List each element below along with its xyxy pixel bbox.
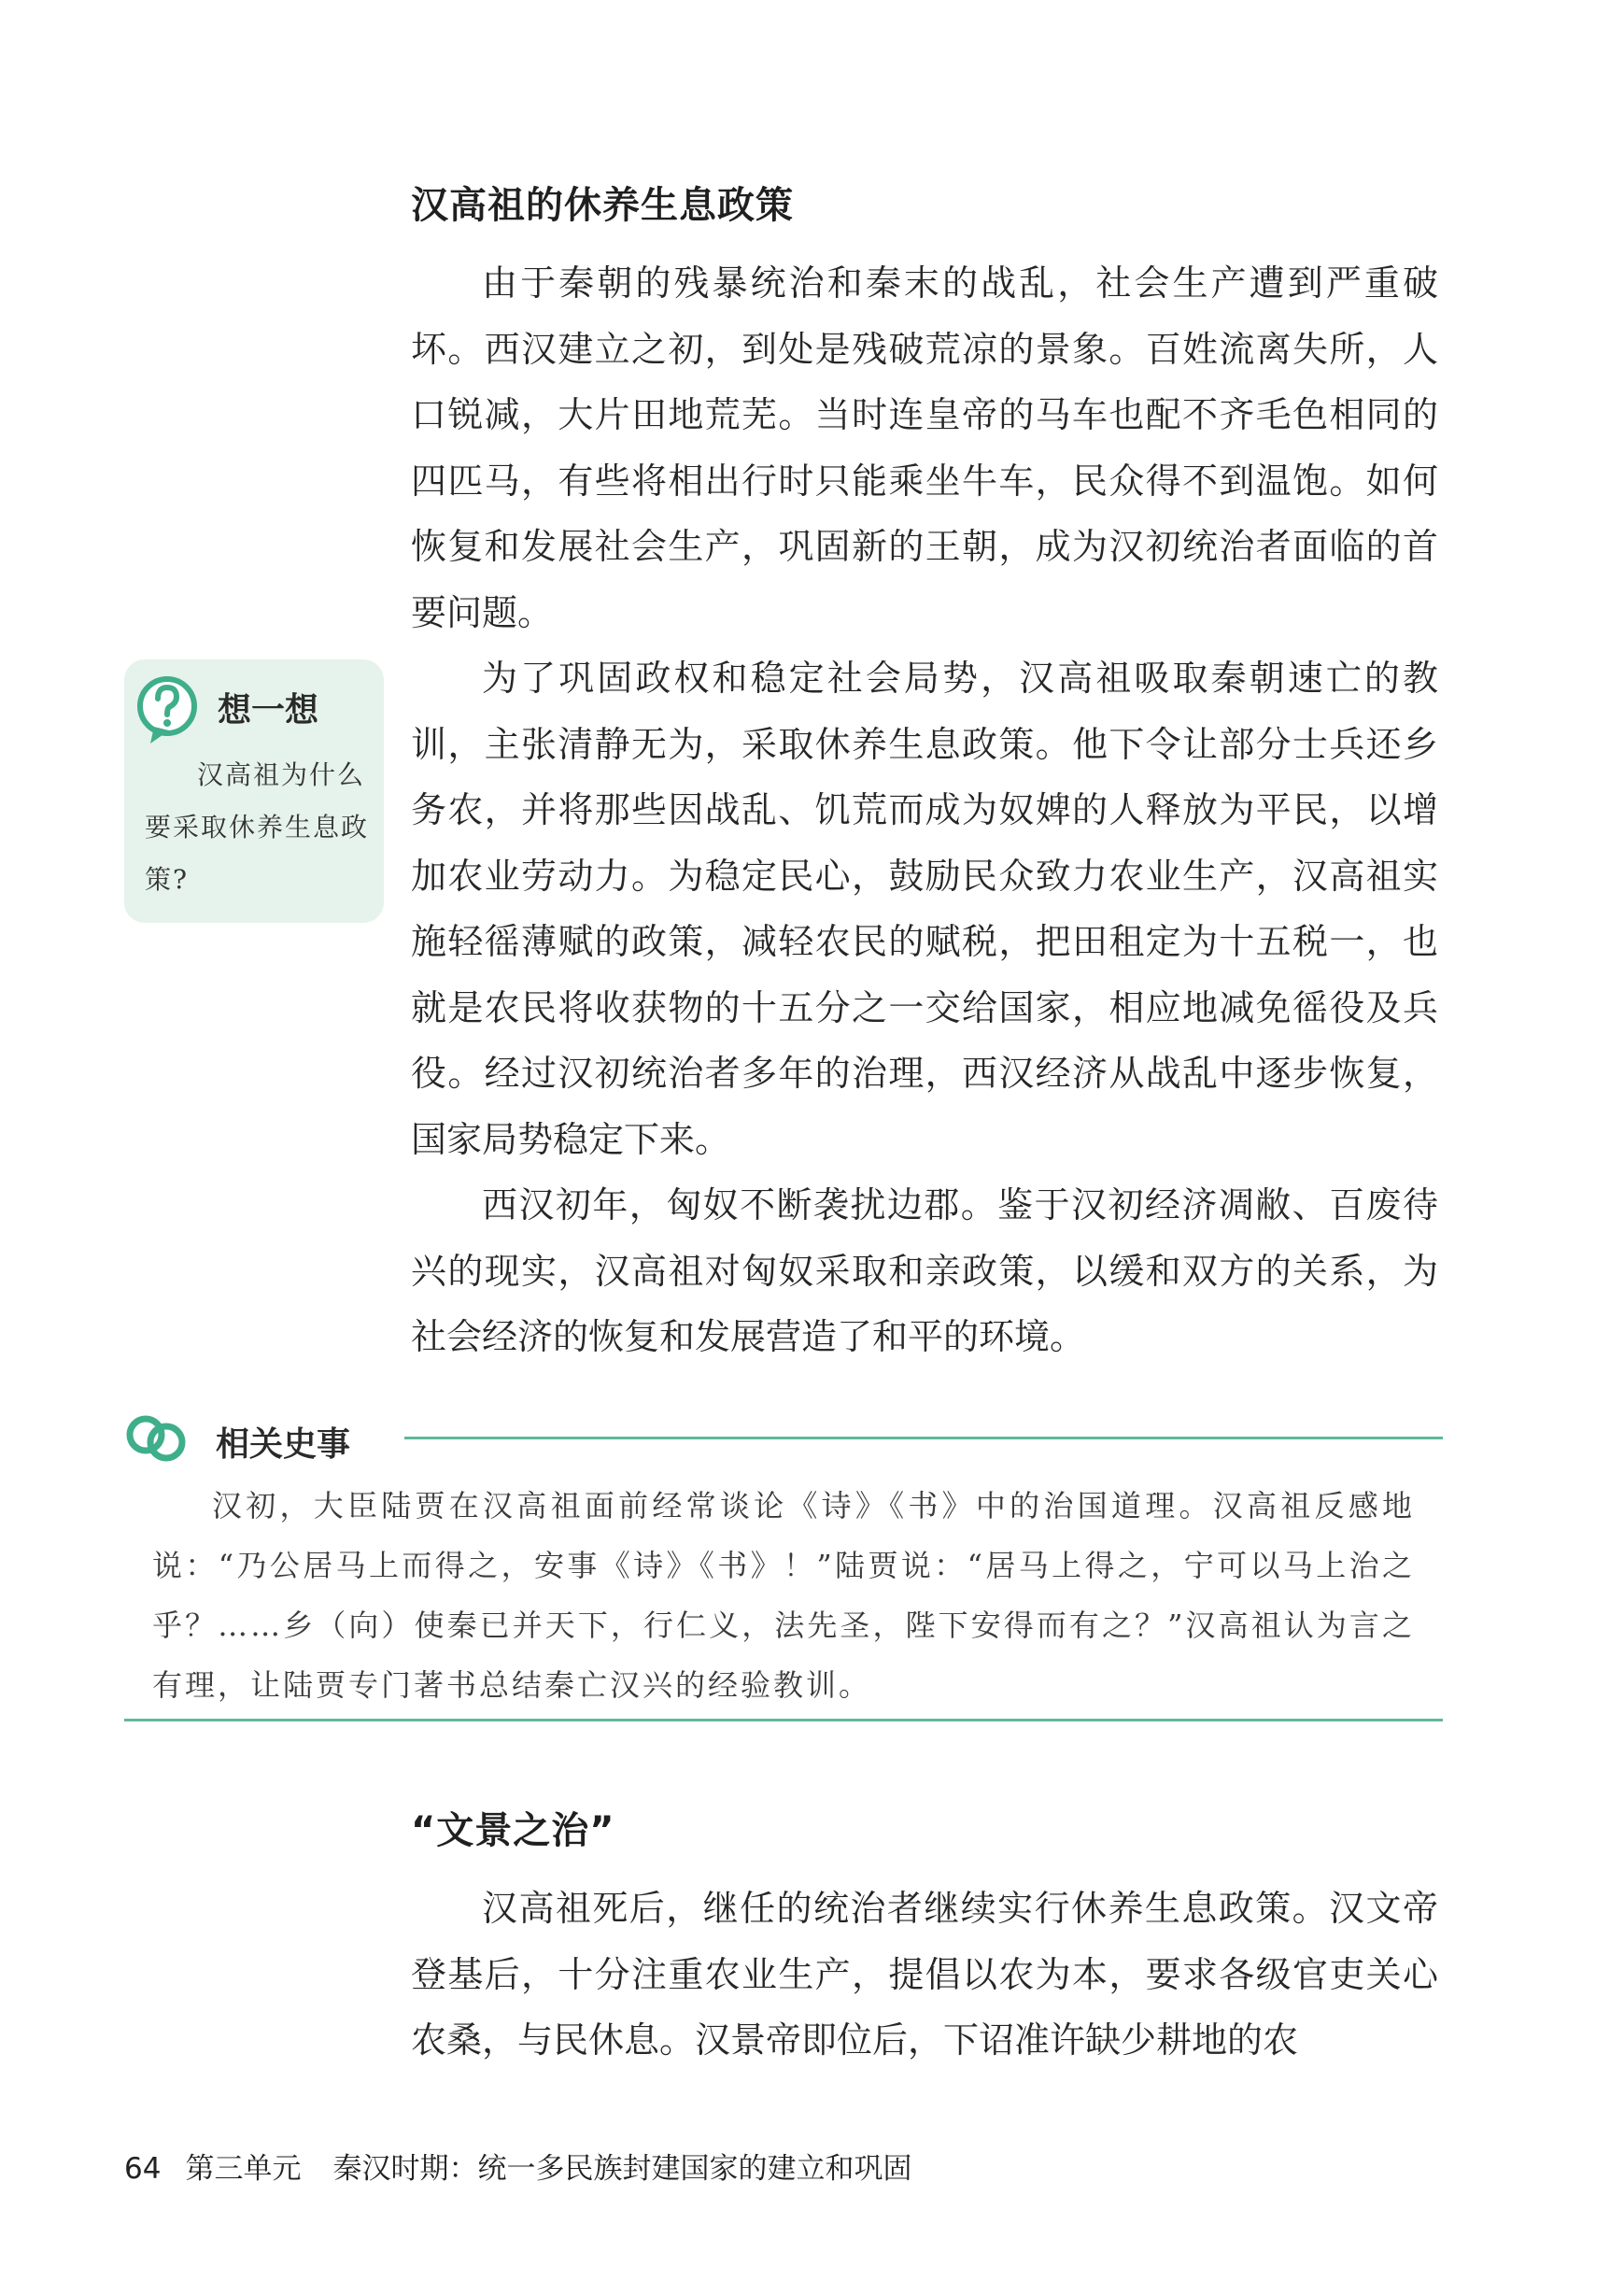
body-paragraph: 汉高祖死后，继任的统治者继续实行休养生息政策。汉文帝登基后，十分注重农业生产，提倡以农为本，要求各级官吏关心农桑，与民休息。汉景帝即位后，下诏准许缺少耕地的农 [411,1888,1438,2061]
divider [124,1719,1443,1721]
divider [404,1437,1443,1439]
related-story-header [124,1401,1443,1476]
interlinked-circles-icon [124,1407,188,1470]
related-story-title: 相关史事 [216,1425,351,1464]
body-paragraph: 由于秦朝的残暴统治和秦末的战乱，社会生产遭到严重破坏。西汉建立之初，到处是残破荒凉的景象。百姓流离失所，人口锐减，大片田地荒芜。当时连皇帝的马车也配不齐毛色相同的四匹马，有些将相出行时只能乘坐牛车，民众得不到温饱。如何恢复和发展社会生产，巩固新的王朝，成为汉初统治者面临的首要问题。 [411,262,1438,633]
related-story-text: 汉初，大臣陆贾在汉高祖面前经常谈论《诗》《书》中的治国道理。汉高祖反感地说：“乃公居马上而得之，安事《诗》《书》！”陆贾说：“居马上得之，宁可以马上治之乎？……乡（向）使秦已并天下，行仁义，法先圣，陛下安得而有之？”汉高祖认为言之有理，让陆贾专门著书总结秦亡汉兴的经验教训。 [152,1488,1415,1703]
body-paragraph: 为了巩固政权和稳定社会局势，汉高祖吸取秦朝速亡的教训，主张清静无为，采取休养生息政策。他下令让部分士兵还乡务农，并将那些因战乱、饥荒而成为奴婢的人释放为平民，以增加农业劳动力。为稳定民心，鼓励民众致力农业生产，汉高祖实施轻徭薄赋的政策，减轻农民的赋税，把田租定为十五税一，也就是农民将收获物的十五分之一交给国家，相应地减免徭役及兵役。经过汉初统治者多年的治理，西汉经济从战乱中逐步恢复，国家局势稳定下来。 [411,658,1438,1160]
page-number: 64 [124,2152,162,2186]
think-sidebar [124,659,384,923]
section-heading-wenjing: “文景之治” [411,1809,615,1852]
page-footer [124,2145,911,2187]
section-heading-rest-policy: 汉高祖的休养生息政策 [411,184,794,227]
unit-title: 秦汉时期：统一多民族封建国家的建立和巩固 [332,2152,912,2186]
unit-label: 第三单元 [185,2152,302,2186]
think-question: 汉高祖为什么要采取休养生息政策? [145,759,370,895]
question-bubble-icon [134,673,201,747]
section-body-rest-policy [411,250,1438,1370]
section-body-wenjing [411,1876,1438,2074]
body-paragraph: 西汉初年，匈奴不断袭扰边郡。鉴于汉初经济凋敝、百废待兴的现实，汉高祖对匈奴采取和亲政策，以缓和双方的关系，为社会经济的恢复和发展营造了和平的环境。 [411,1184,1438,1357]
think-title: 想一想 [218,691,319,730]
